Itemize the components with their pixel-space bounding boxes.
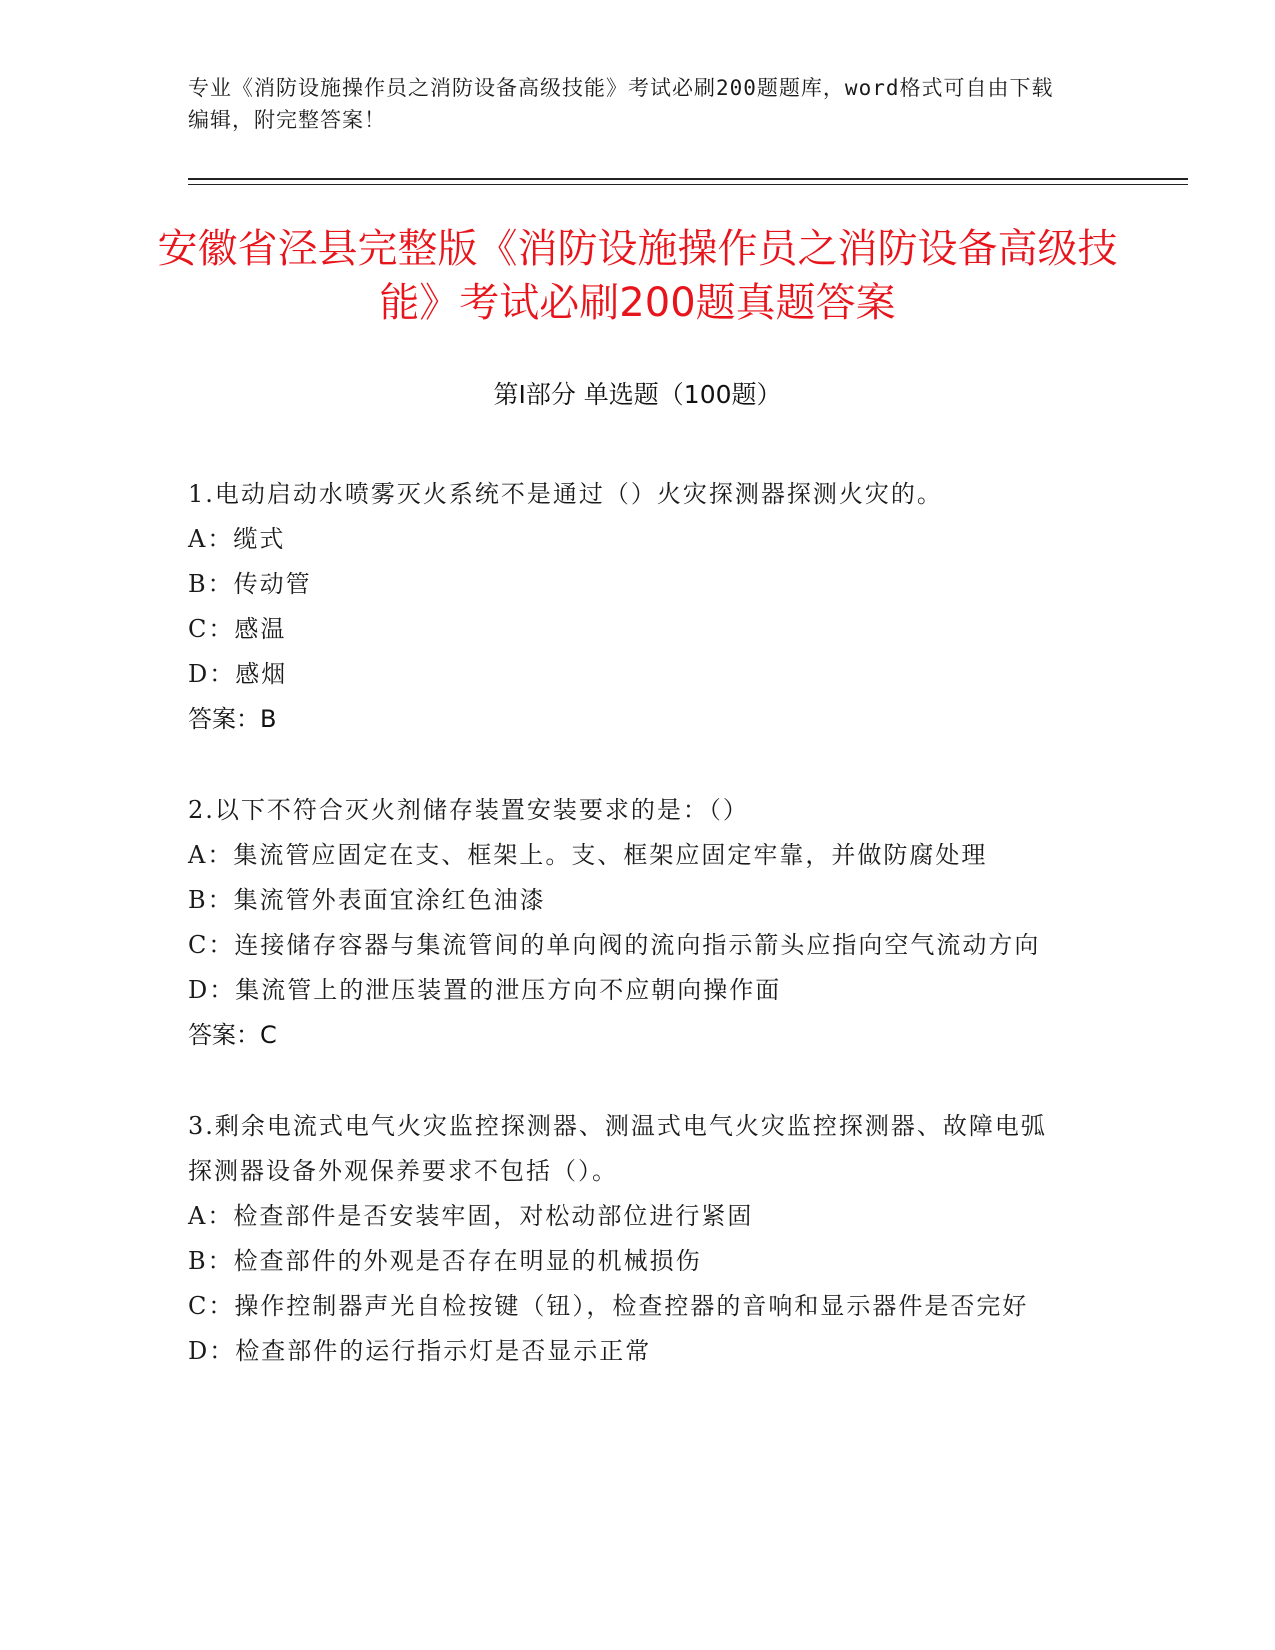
option-a: A：缆式	[188, 525, 286, 553]
option-a: A：集流管应固定在支、框架上。支、框架应固定牢靠，并做防腐处理	[188, 841, 988, 869]
question-1	[188, 472, 1068, 742]
option-c: C：连接储存容器与集流管间的单向阀的流向指示箭头应指向空气流动方向	[188, 931, 1041, 959]
option-c: C：操作控制器声光自检按键（钮），检查控器的音响和显示器件是否完好	[188, 1292, 1029, 1320]
question-list	[188, 472, 1068, 1420]
option-c: C：感温	[188, 615, 287, 643]
option-a: A：检查部件是否安装牢固，对松动部位进行紧固	[188, 1202, 754, 1230]
answer: 答案：C	[188, 1021, 277, 1049]
section-title: 第Ⅰ部分 单选题（100题）	[493, 380, 782, 409]
header-divider-thin	[188, 184, 1188, 185]
question-text: 3.剩余电流式电气火灾监控探测器、测温式电气火灾监控探测器、故障电弧探测器设备外观保养要求不包括（）。	[188, 1112, 1047, 1185]
option-d: D：感烟	[188, 660, 288, 688]
header-divider	[188, 178, 1188, 180]
answer: 答案：B	[188, 705, 277, 733]
header-note: 专业《消防设施操作员之消防设备高级技能》考试必刷200题题库，word格式可自由下载编辑，附完整答案！	[188, 76, 1054, 132]
question-text: 1.电动启动水喷雾灭火系统不是通过（）火灾探测器探测火灾的。	[188, 480, 943, 508]
option-b: B：检查部件的外观是否存在明显的机械损伤	[188, 1247, 702, 1275]
question-2	[188, 788, 1068, 1058]
question-text: 2.以下不符合灭火剂储存装置安装要求的是：（）	[188, 796, 749, 824]
option-d: D：集流管上的泄压装置的泄压方向不应朝向操作面	[188, 976, 782, 1004]
option-d: D：检查部件的运行指示灯是否显示正常	[188, 1337, 652, 1365]
document-title: 安徽省泾县完整版《消防设施操作员之消防设备高级技能》考试必刷200题真题答案	[157, 226, 1118, 326]
option-b: B：集流管外表面宜涂红色油漆	[188, 886, 546, 914]
option-b: B：传动管	[188, 570, 312, 598]
question-3	[188, 1104, 1068, 1374]
